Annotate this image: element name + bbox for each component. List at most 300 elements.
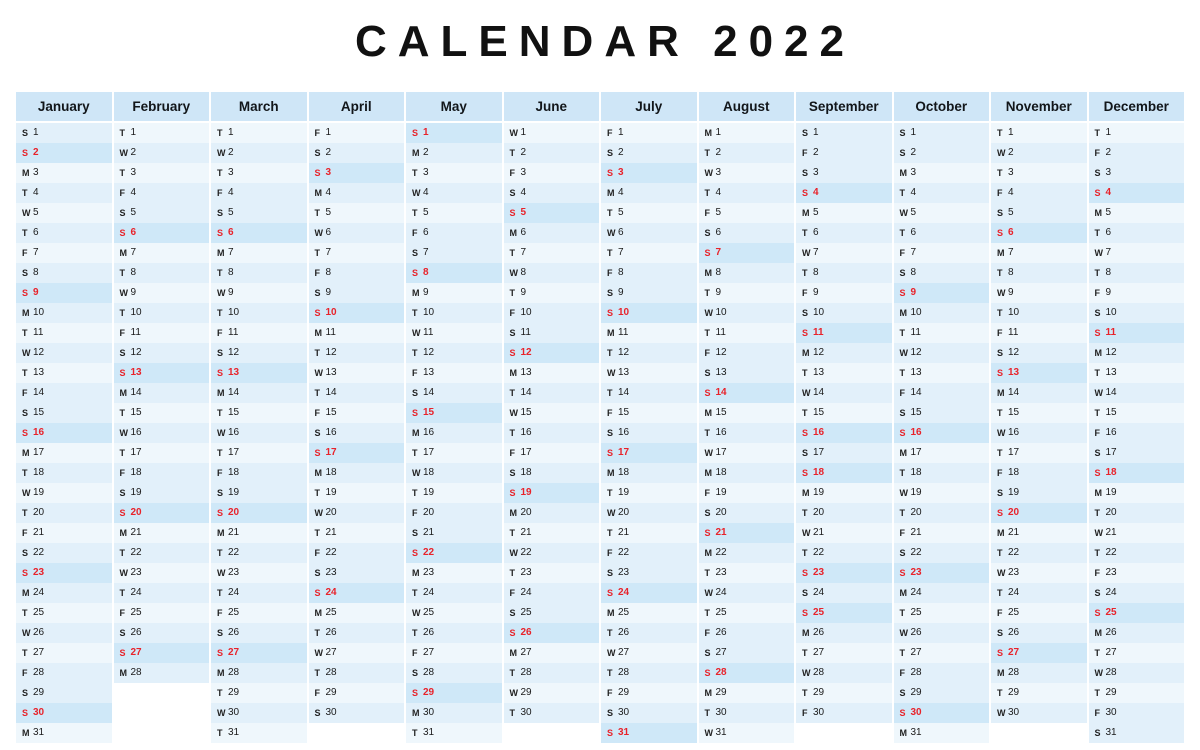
day-cell[interactable] <box>699 243 795 263</box>
day-cell[interactable] <box>991 583 1087 603</box>
day-cell[interactable] <box>796 663 892 683</box>
day-cell[interactable] <box>16 243 112 263</box>
day-cell[interactable] <box>406 403 502 423</box>
day-cell[interactable] <box>211 463 307 483</box>
day-cell[interactable] <box>699 143 795 163</box>
day-cell[interactable] <box>796 403 892 423</box>
day-cell[interactable] <box>894 243 990 263</box>
day-cell[interactable] <box>991 183 1087 203</box>
day-cell[interactable] <box>699 643 795 663</box>
day-cell[interactable] <box>699 383 795 403</box>
day-cell[interactable] <box>894 523 990 543</box>
day-cell[interactable] <box>309 223 405 243</box>
day-cell[interactable] <box>211 423 307 443</box>
day-cell[interactable] <box>991 343 1087 363</box>
day-cell[interactable] <box>309 523 405 543</box>
month-header[interactable]: September <box>796 92 892 123</box>
day-cell[interactable] <box>894 303 990 323</box>
day-cell[interactable] <box>699 663 795 683</box>
day-cell[interactable] <box>1089 363 1185 383</box>
day-cell[interactable] <box>211 303 307 323</box>
day-cell[interactable] <box>114 523 210 543</box>
day-cell[interactable] <box>16 423 112 443</box>
day-cell[interactable] <box>406 183 502 203</box>
day-cell[interactable] <box>406 323 502 343</box>
day-cell[interactable] <box>796 703 892 723</box>
day-cell[interactable] <box>991 223 1087 243</box>
day-cell[interactable] <box>991 423 1087 443</box>
day-cell[interactable] <box>114 323 210 343</box>
day-cell[interactable] <box>894 283 990 303</box>
day-cell[interactable] <box>991 663 1087 683</box>
day-cell[interactable] <box>699 363 795 383</box>
day-cell[interactable] <box>1089 163 1185 183</box>
day-cell[interactable] <box>16 623 112 643</box>
day-cell[interactable] <box>406 683 502 703</box>
day-cell[interactable] <box>894 443 990 463</box>
day-cell[interactable] <box>601 323 697 343</box>
day-cell[interactable] <box>406 363 502 383</box>
day-cell[interactable] <box>894 363 990 383</box>
day-cell[interactable] <box>601 283 697 303</box>
day-cell[interactable] <box>1089 463 1185 483</box>
day-cell[interactable] <box>309 183 405 203</box>
month-header[interactable]: March <box>211 92 307 123</box>
day-cell[interactable] <box>504 443 600 463</box>
day-cell[interactable] <box>309 623 405 643</box>
day-cell[interactable] <box>114 483 210 503</box>
day-cell[interactable] <box>796 443 892 463</box>
day-cell[interactable] <box>504 223 600 243</box>
day-cell[interactable] <box>211 343 307 363</box>
day-cell[interactable] <box>309 163 405 183</box>
day-cell[interactable] <box>991 243 1087 263</box>
day-cell[interactable] <box>796 303 892 323</box>
day-cell[interactable] <box>114 163 210 183</box>
day-cell[interactable] <box>991 303 1087 323</box>
day-cell[interactable] <box>114 423 210 443</box>
day-cell[interactable] <box>699 703 795 723</box>
day-cell[interactable] <box>796 343 892 363</box>
day-cell[interactable] <box>16 603 112 623</box>
day-cell[interactable] <box>504 603 600 623</box>
day-cell[interactable] <box>211 643 307 663</box>
day-cell[interactable] <box>1089 543 1185 563</box>
day-cell[interactable] <box>114 143 210 163</box>
day-cell[interactable] <box>991 603 1087 623</box>
day-cell[interactable] <box>309 143 405 163</box>
day-cell[interactable] <box>406 643 502 663</box>
day-cell[interactable] <box>114 463 210 483</box>
day-cell[interactable] <box>309 683 405 703</box>
day-cell[interactable] <box>406 343 502 363</box>
day-cell[interactable] <box>16 163 112 183</box>
day-cell[interactable] <box>16 483 112 503</box>
day-cell[interactable] <box>601 123 697 143</box>
day-cell[interactable] <box>16 263 112 283</box>
day-cell[interactable] <box>601 703 697 723</box>
day-cell[interactable] <box>1089 703 1185 723</box>
day-cell[interactable] <box>991 503 1087 523</box>
day-cell[interactable] <box>894 603 990 623</box>
day-cell[interactable] <box>16 583 112 603</box>
day-cell[interactable] <box>1089 243 1185 263</box>
day-cell[interactable] <box>504 583 600 603</box>
day-cell[interactable] <box>504 403 600 423</box>
day-cell[interactable] <box>991 383 1087 403</box>
day-cell[interactable] <box>309 603 405 623</box>
day-cell[interactable] <box>1089 443 1185 463</box>
day-cell[interactable] <box>406 663 502 683</box>
day-cell[interactable] <box>309 503 405 523</box>
day-cell[interactable] <box>1089 123 1185 143</box>
day-cell[interactable] <box>1089 263 1185 283</box>
day-cell[interactable] <box>16 463 112 483</box>
day-cell[interactable] <box>309 303 405 323</box>
day-cell[interactable] <box>504 203 600 223</box>
day-cell[interactable] <box>211 243 307 263</box>
day-cell[interactable] <box>699 583 795 603</box>
day-cell[interactable] <box>894 543 990 563</box>
day-cell[interactable] <box>211 603 307 623</box>
day-cell[interactable] <box>699 343 795 363</box>
day-cell[interactable] <box>309 543 405 563</box>
day-cell[interactable] <box>114 583 210 603</box>
day-cell[interactable] <box>601 203 697 223</box>
day-cell[interactable] <box>894 403 990 423</box>
day-cell[interactable] <box>796 243 892 263</box>
day-cell[interactable] <box>894 463 990 483</box>
day-cell[interactable] <box>504 563 600 583</box>
day-cell[interactable] <box>991 703 1087 723</box>
day-cell[interactable] <box>699 503 795 523</box>
day-cell[interactable] <box>114 643 210 663</box>
day-cell[interactable] <box>1089 143 1185 163</box>
day-cell[interactable] <box>894 563 990 583</box>
day-cell[interactable] <box>796 483 892 503</box>
day-cell[interactable] <box>406 303 502 323</box>
day-cell[interactable] <box>796 123 892 143</box>
day-cell[interactable] <box>211 183 307 203</box>
day-cell[interactable] <box>114 443 210 463</box>
day-cell[interactable] <box>796 203 892 223</box>
day-cell[interactable] <box>991 623 1087 643</box>
day-cell[interactable] <box>114 263 210 283</box>
day-cell[interactable] <box>406 563 502 583</box>
day-cell[interactable] <box>601 443 697 463</box>
day-cell[interactable] <box>894 503 990 523</box>
day-cell[interactable] <box>894 323 990 343</box>
day-cell[interactable] <box>309 403 405 423</box>
day-cell[interactable] <box>894 623 990 643</box>
day-cell[interactable] <box>309 363 405 383</box>
day-cell[interactable] <box>894 163 990 183</box>
day-cell[interactable] <box>1089 723 1185 743</box>
day-cell[interactable] <box>406 383 502 403</box>
day-cell[interactable] <box>991 403 1087 423</box>
day-cell[interactable] <box>894 343 990 363</box>
day-cell[interactable] <box>894 143 990 163</box>
day-cell[interactable] <box>406 523 502 543</box>
day-cell[interactable] <box>114 303 210 323</box>
day-cell[interactable] <box>796 683 892 703</box>
day-cell[interactable] <box>796 383 892 403</box>
day-cell[interactable] <box>211 563 307 583</box>
day-cell[interactable] <box>894 703 990 723</box>
day-cell[interactable] <box>114 543 210 563</box>
day-cell[interactable] <box>1089 303 1185 323</box>
day-cell[interactable] <box>1089 183 1185 203</box>
day-cell[interactable] <box>894 583 990 603</box>
day-cell[interactable] <box>991 643 1087 663</box>
day-cell[interactable] <box>16 203 112 223</box>
day-cell[interactable] <box>406 703 502 723</box>
day-cell[interactable] <box>211 143 307 163</box>
day-cell[interactable] <box>699 623 795 643</box>
day-cell[interactable] <box>406 223 502 243</box>
day-cell[interactable] <box>991 143 1087 163</box>
day-cell[interactable] <box>894 183 990 203</box>
day-cell[interactable] <box>211 683 307 703</box>
day-cell[interactable] <box>894 423 990 443</box>
day-cell[interactable] <box>699 563 795 583</box>
day-cell[interactable] <box>211 203 307 223</box>
day-cell[interactable] <box>601 223 697 243</box>
day-cell[interactable] <box>601 623 697 643</box>
day-cell[interactable] <box>504 643 600 663</box>
day-cell[interactable] <box>796 143 892 163</box>
day-cell[interactable] <box>699 523 795 543</box>
day-cell[interactable] <box>699 203 795 223</box>
day-cell[interactable] <box>309 123 405 143</box>
day-cell[interactable] <box>504 383 600 403</box>
day-cell[interactable] <box>991 203 1087 223</box>
day-cell[interactable] <box>699 483 795 503</box>
day-cell[interactable] <box>699 223 795 243</box>
day-cell[interactable] <box>796 283 892 303</box>
day-cell[interactable] <box>211 363 307 383</box>
day-cell[interactable] <box>991 163 1087 183</box>
day-cell[interactable] <box>601 503 697 523</box>
day-cell[interactable] <box>601 643 697 663</box>
day-cell[interactable] <box>699 463 795 483</box>
day-cell[interactable] <box>991 443 1087 463</box>
day-cell[interactable] <box>601 423 697 443</box>
day-cell[interactable] <box>406 503 502 523</box>
day-cell[interactable] <box>991 263 1087 283</box>
day-cell[interactable] <box>796 183 892 203</box>
month-header[interactable]: July <box>601 92 697 123</box>
day-cell[interactable] <box>309 343 405 363</box>
day-cell[interactable] <box>796 523 892 543</box>
day-cell[interactable] <box>309 643 405 663</box>
day-cell[interactable] <box>991 123 1087 143</box>
day-cell[interactable] <box>16 403 112 423</box>
day-cell[interactable] <box>796 643 892 663</box>
day-cell[interactable] <box>601 563 697 583</box>
day-cell[interactable] <box>504 243 600 263</box>
month-header[interactable]: August <box>699 92 795 123</box>
day-cell[interactable] <box>211 483 307 503</box>
day-cell[interactable] <box>991 543 1087 563</box>
day-cell[interactable] <box>1089 423 1185 443</box>
day-cell[interactable] <box>504 363 600 383</box>
day-cell[interactable] <box>16 223 112 243</box>
day-cell[interactable] <box>504 683 600 703</box>
day-cell[interactable] <box>894 683 990 703</box>
day-cell[interactable] <box>16 703 112 723</box>
day-cell[interactable] <box>1089 683 1185 703</box>
day-cell[interactable] <box>309 483 405 503</box>
day-cell[interactable] <box>1089 483 1185 503</box>
day-cell[interactable] <box>601 163 697 183</box>
day-cell[interactable] <box>211 663 307 683</box>
day-cell[interactable] <box>504 123 600 143</box>
day-cell[interactable] <box>601 603 697 623</box>
day-cell[interactable] <box>699 303 795 323</box>
day-cell[interactable] <box>1089 343 1185 363</box>
day-cell[interactable] <box>114 383 210 403</box>
day-cell[interactable] <box>309 703 405 723</box>
day-cell[interactable] <box>114 503 210 523</box>
day-cell[interactable] <box>406 583 502 603</box>
day-cell[interactable] <box>211 503 307 523</box>
day-cell[interactable] <box>894 263 990 283</box>
day-cell[interactable] <box>16 143 112 163</box>
day-cell[interactable] <box>309 283 405 303</box>
day-cell[interactable] <box>406 163 502 183</box>
day-cell[interactable] <box>699 723 795 743</box>
day-cell[interactable] <box>211 223 307 243</box>
day-cell[interactable] <box>16 123 112 143</box>
day-cell[interactable] <box>309 443 405 463</box>
day-cell[interactable] <box>991 523 1087 543</box>
day-cell[interactable] <box>504 483 600 503</box>
day-cell[interactable] <box>211 523 307 543</box>
day-cell[interactable] <box>1089 623 1185 643</box>
day-cell[interactable] <box>211 723 307 743</box>
day-cell[interactable] <box>796 603 892 623</box>
day-cell[interactable] <box>1089 323 1185 343</box>
day-cell[interactable] <box>309 383 405 403</box>
day-cell[interactable] <box>211 163 307 183</box>
day-cell[interactable] <box>211 323 307 343</box>
day-cell[interactable] <box>601 683 697 703</box>
day-cell[interactable] <box>1089 583 1185 603</box>
day-cell[interactable] <box>1089 563 1185 583</box>
day-cell[interactable] <box>894 383 990 403</box>
day-cell[interactable] <box>504 323 600 343</box>
day-cell[interactable] <box>894 483 990 503</box>
day-cell[interactable] <box>406 543 502 563</box>
day-cell[interactable] <box>406 603 502 623</box>
day-cell[interactable] <box>309 323 405 343</box>
day-cell[interactable] <box>601 243 697 263</box>
day-cell[interactable] <box>894 723 990 743</box>
day-cell[interactable] <box>406 483 502 503</box>
day-cell[interactable] <box>991 323 1087 343</box>
day-cell[interactable] <box>114 283 210 303</box>
day-cell[interactable] <box>114 403 210 423</box>
day-cell[interactable] <box>601 303 697 323</box>
day-cell[interactable] <box>309 243 405 263</box>
day-cell[interactable] <box>699 683 795 703</box>
day-cell[interactable] <box>16 323 112 343</box>
day-cell[interactable] <box>601 723 697 743</box>
month-header[interactable]: October <box>894 92 990 123</box>
day-cell[interactable] <box>1089 223 1185 243</box>
day-cell[interactable] <box>114 223 210 243</box>
day-cell[interactable] <box>504 343 600 363</box>
day-cell[interactable] <box>991 283 1087 303</box>
day-cell[interactable] <box>991 483 1087 503</box>
month-header[interactable]: January <box>16 92 112 123</box>
day-cell[interactable] <box>699 603 795 623</box>
day-cell[interactable] <box>504 503 600 523</box>
day-cell[interactable] <box>211 403 307 423</box>
day-cell[interactable] <box>991 683 1087 703</box>
day-cell[interactable] <box>601 403 697 423</box>
day-cell[interactable] <box>114 603 210 623</box>
day-cell[interactable] <box>211 703 307 723</box>
day-cell[interactable] <box>894 223 990 243</box>
day-cell[interactable] <box>504 283 600 303</box>
day-cell[interactable] <box>699 283 795 303</box>
day-cell[interactable] <box>114 563 210 583</box>
day-cell[interactable] <box>1089 643 1185 663</box>
day-cell[interactable] <box>114 203 210 223</box>
day-cell[interactable] <box>309 663 405 683</box>
day-cell[interactable] <box>699 123 795 143</box>
day-cell[interactable] <box>504 183 600 203</box>
day-cell[interactable] <box>1089 403 1185 423</box>
month-header[interactable]: June <box>504 92 600 123</box>
day-cell[interactable] <box>699 423 795 443</box>
day-cell[interactable] <box>406 463 502 483</box>
day-cell[interactable] <box>796 583 892 603</box>
day-cell[interactable] <box>699 263 795 283</box>
day-cell[interactable] <box>504 423 600 443</box>
day-cell[interactable] <box>504 703 600 723</box>
day-cell[interactable] <box>601 143 697 163</box>
day-cell[interactable] <box>16 663 112 683</box>
day-cell[interactable] <box>991 563 1087 583</box>
day-cell[interactable] <box>406 443 502 463</box>
day-cell[interactable] <box>309 583 405 603</box>
day-cell[interactable] <box>406 723 502 743</box>
day-cell[interactable] <box>211 123 307 143</box>
day-cell[interactable] <box>699 163 795 183</box>
month-header[interactable]: May <box>406 92 502 123</box>
day-cell[interactable] <box>16 443 112 463</box>
day-cell[interactable] <box>699 323 795 343</box>
day-cell[interactable] <box>601 463 697 483</box>
day-cell[interactable] <box>796 223 892 243</box>
day-cell[interactable] <box>796 543 892 563</box>
day-cell[interactable] <box>1089 503 1185 523</box>
day-cell[interactable] <box>796 463 892 483</box>
day-cell[interactable] <box>1089 603 1185 623</box>
day-cell[interactable] <box>796 563 892 583</box>
day-cell[interactable] <box>16 183 112 203</box>
day-cell[interactable] <box>406 243 502 263</box>
day-cell[interactable] <box>894 203 990 223</box>
day-cell[interactable] <box>309 463 405 483</box>
day-cell[interactable] <box>601 543 697 563</box>
day-cell[interactable] <box>16 563 112 583</box>
day-cell[interactable] <box>1089 283 1185 303</box>
day-cell[interactable] <box>894 123 990 143</box>
